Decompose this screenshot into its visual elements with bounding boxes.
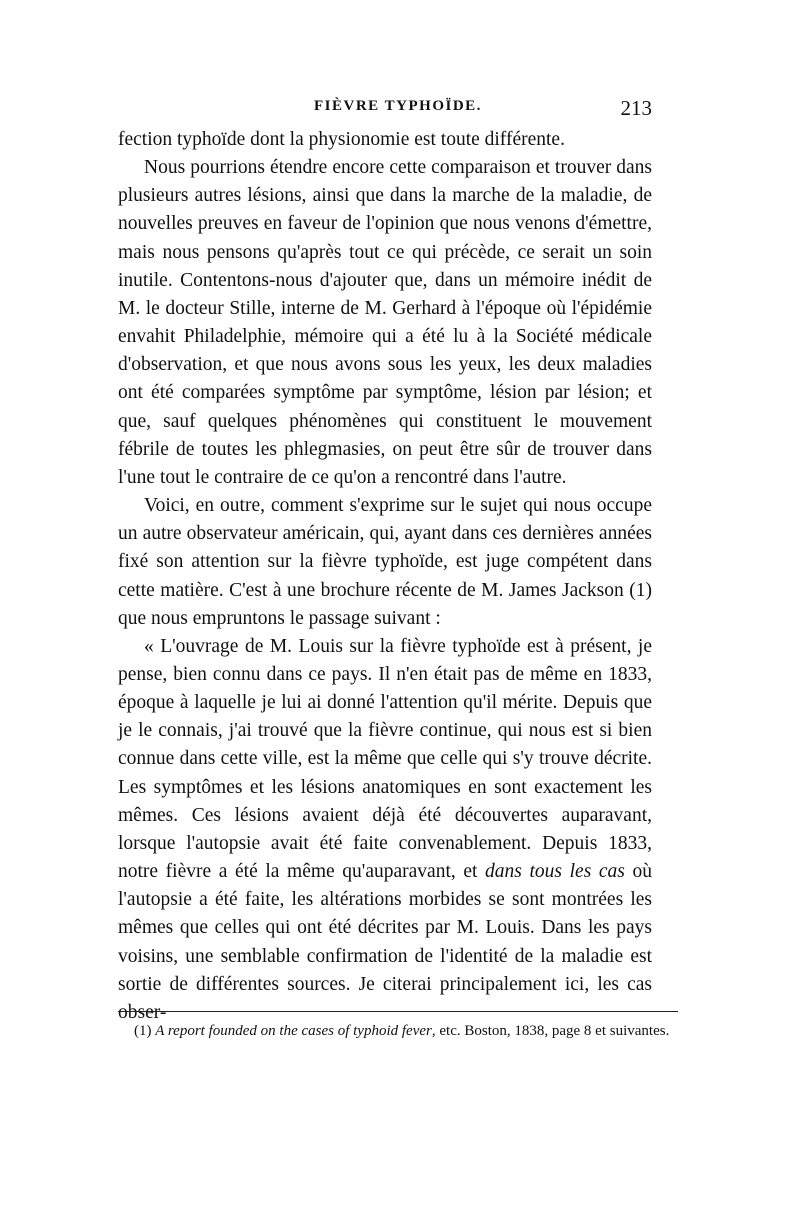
footnote-rest: , etc. Boston, 1838, page 8 et suivantes. bbox=[431, 1023, 670, 1039]
body-text bbox=[118, 126, 652, 1027]
footnote bbox=[134, 1020, 682, 1042]
page-number: 213 bbox=[620, 96, 652, 120]
quotation-text-tail: où l'autopsie a été faite, les altérations morbides se sont montrées les mêmes que celles qui ont été décrites par M. Louis. Dans les pays voisins, une semblable confirmation de l'identité de la maladie est sortie de différentes sources. Je citerai principalement ici, les cas obser- bbox=[118, 861, 653, 1023]
paragraph: Voici, en outre, comment s'exprime sur le sujet qui nous occupe un autre observateur américain, qui, ayant dans ces dernières années fixé son attention sur la fièvre typhoïde, est juge compétent dans cette matière. C'est à une brochure récente de M. James Jackson (1) que nous empruntons le passage suivant : bbox=[118, 495, 652, 629]
page-header bbox=[118, 96, 652, 126]
paragraph: Nous pourrions étendre encore cette comparaison et trouver dans plusieurs autres lésions, ainsi que dans la marche de la maladie, de nouvelles preuves en faveur de l'opinion que nous venons d'émettre, mais nous pensons qu'après tout ce qui précède, ce serait un soin inutile. Contentons-nous d'ajouter que, dans un mémoire inédit de M. le docteur Stille, interne de M. Gerhard à l'époque où l'épidémie envahit Philadelphie, mémoire qui a été lu à la Société médicale d'observation, et que nous avons sous les yeux, les deux maladies ont été comparées symptôme par symptôme, lésion par lésion; et que, sauf quelques phénomènes qui constituent le mouvement fébrile de toutes les phlegmasies, on peut être sûr de trouver dans l'une tout le contraire de ce qu'on a rencontré dans l'autre. bbox=[118, 157, 652, 488]
footnote-title: A report founded on the cases of typhoid fever bbox=[155, 1023, 432, 1039]
paragraph-quotation bbox=[118, 633, 652, 1027]
quotation-text: « L'ouvrage de M. Louis sur la fièvre typhoïde est à présent, je pense, bien connu dans ce pays. Il n'en était pas de même en 1833, époque à laquelle je lui ai donné l'attention qu'il mérite. Depuis que je le connais, j'ai trouvé que la fièvre continue, qui nous est si bien connue dans cette ville, est la même que celle qui s'y trouve décrite. Les symptômes et les lésions anatomiques en sont exactement les mêmes. Ces lésions avaient déjà été découvertes auparavant, lorsque l'autopsie avait été faite convenablement. Depuis 1833, notre fièvre a été la même qu'auparavant, et bbox=[118, 635, 652, 883]
footnote-rule bbox=[118, 1011, 678, 1012]
italic-emphasis: dans tous les cas bbox=[485, 861, 625, 883]
footnote-marker: (1) bbox=[134, 1023, 152, 1039]
running-title: FIÈVRE TYPHOÏDE. bbox=[314, 98, 482, 114]
paragraph-continuation: fection typhoïde dont la physionomie est toute différente. bbox=[118, 129, 565, 150]
